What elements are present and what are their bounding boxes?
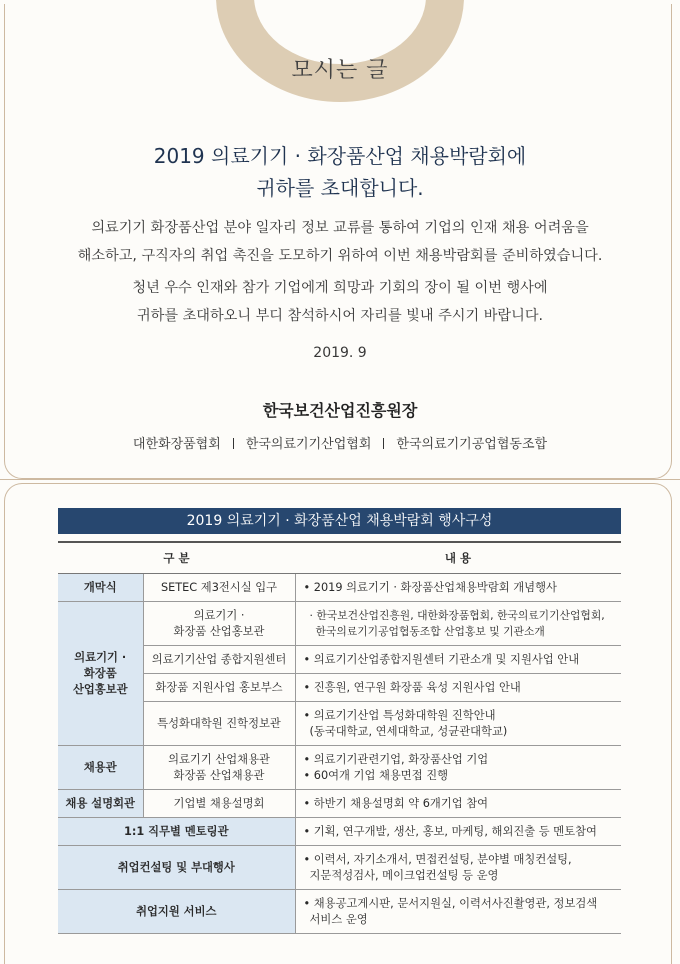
category-line: 화장품 — [83, 666, 117, 680]
row-content — [295, 602, 621, 646]
table-row — [58, 702, 621, 746]
title-line-2: 귀하를 초대합니다. — [256, 176, 424, 200]
row-subcategory: 의료기기산업 종합지원센터 — [143, 646, 295, 674]
subcategory-line: 의료기기 · — [193, 608, 245, 622]
subcategory-line: 의료기기 산업채용관 — [168, 752, 270, 766]
row-content: • 하반기 채용설명회 약 6개기업 참여 — [295, 790, 621, 818]
table-row — [58, 746, 621, 790]
greeting-heading: 모시는 글 — [291, 58, 389, 83]
organizer-3: 한국의료기기공업협동조합 — [396, 437, 548, 452]
schedule-title: 2019 의료기기 · 화장품산업 채용박람회 행사구성 — [58, 508, 621, 534]
schedule-table — [58, 541, 621, 934]
row-content — [295, 746, 621, 790]
row-category: 채용관 — [58, 746, 143, 790]
row-content: • 진흥원, 연구원 화장품 육성 지원사업 안내 — [295, 674, 621, 702]
header-category: 구 분 — [58, 542, 295, 574]
row-category: 채용 설명회관 — [58, 790, 143, 818]
content-line: • 의료기기산업 특성화대학원 진학안내 — [303, 708, 496, 722]
table-row — [58, 674, 621, 702]
content-line: (동국대학교, 연세대학교, 성균관대학교) — [309, 724, 508, 738]
row-subcategory — [143, 602, 295, 646]
content-line: 지문적성검사, 메이크업컨설팅 등 운영 — [309, 868, 499, 882]
separator — [383, 438, 384, 449]
para2-line-2: 귀하를 초대하오니 부디 참석하시어 자리를 빛내 주시기 바랍니다. — [136, 308, 544, 324]
row-content — [295, 702, 621, 746]
row-category: 1:1 직무별 멘토링관 — [58, 818, 295, 846]
content-line: • 채용공고게시판, 문서지원실, 이력서사진촬영관, 정보검색 — [303, 896, 598, 910]
row-content — [295, 890, 621, 934]
table-row — [58, 646, 621, 674]
para1-line-1: 의료기기 화장품산업 분야 일자리 정보 교류를 통하여 기업의 인재 채용 어려움을 — [91, 220, 589, 236]
content-line: 한국의료기기공업협동조합 산업홍보 및 기관소개 — [315, 624, 545, 638]
row-subcategory: SETEC 제3전시실 입구 — [143, 574, 295, 602]
content-line: · 한국보건산업진흥원, 대한화장품협회, 한국의료기기산업협회, — [309, 608, 605, 622]
table-row — [58, 602, 621, 646]
para2-line-1: 청년 우수 인재와 참가 기업에게 희망과 기회의 장이 될 이번 행사에 — [132, 280, 548, 296]
invitation-title — [0, 140, 680, 204]
content-line: • 60여개 기업 채용면접 진행 — [303, 768, 449, 782]
invitation-paragraph-2 — [0, 274, 680, 330]
row-content: • 2019 의료기기 · 화장품산업채용박람회 개념행사 — [295, 574, 621, 602]
row-subcategory — [143, 746, 295, 790]
subcategory-line: 화장품 산업홍보관 — [173, 624, 265, 638]
invitation-date: 2019. 9 — [313, 345, 367, 361]
subcategory-line: 화장품 산업채용관 — [173, 768, 265, 782]
row-category: 취업컨설팅 및 부대행사 — [58, 846, 295, 890]
row-content: • 의료기기산업종합지원센터 기관소개 및 지원사업 안내 — [295, 646, 621, 674]
separator — [233, 438, 234, 449]
table-header-row — [58, 542, 621, 574]
sender-name: 한국보건산업진흥원장 — [262, 401, 418, 420]
row-content: • 기획, 연구개발, 생산, 홍보, 마케팅, 해외진출 등 멘토참여 — [295, 818, 621, 846]
table-row — [58, 846, 621, 890]
header-content: 내 용 — [295, 542, 621, 574]
table-row — [58, 890, 621, 934]
row-content — [295, 846, 621, 890]
fold-line — [0, 479, 680, 480]
row-category — [58, 602, 143, 746]
row-subcategory: 화장품 지원사업 홍보부스 — [143, 674, 295, 702]
organizer-1: 대한화장품협회 — [132, 437, 221, 452]
organizer-2: 한국의료기기산업협회 — [245, 437, 372, 452]
row-subcategory: 기업별 채용설명회 — [143, 790, 295, 818]
category-line: 산업홍보관 — [72, 682, 128, 696]
row-category: 취업지원 서비스 — [58, 890, 295, 934]
content-line: 서비스 운영 — [309, 912, 368, 926]
table-row — [58, 818, 621, 846]
organizer-list — [0, 433, 680, 452]
row-category: 개막식 — [58, 574, 143, 602]
invitation-paragraph-1 — [0, 214, 680, 270]
table-row — [58, 574, 621, 602]
table-row — [58, 790, 621, 818]
content-line: • 의료기기관련기업, 화장품산업 기업 — [303, 752, 489, 766]
row-subcategory: 특성화대학원 진학정보관 — [143, 702, 295, 746]
category-line: 의료기기 · — [74, 650, 127, 664]
para1-line-2: 해소하고, 구직자의 취업 촉진을 도모하기 위하여 이번 채용박람회를 준비하였습니다. — [77, 248, 603, 264]
content-line: • 이력서, 자기소개서, 면접컨설팅, 분야별 매칭컨설팅, — [303, 852, 572, 866]
title-line-1: 2019 의료기기 · 화장품산업 채용박람회에 — [153, 144, 527, 168]
